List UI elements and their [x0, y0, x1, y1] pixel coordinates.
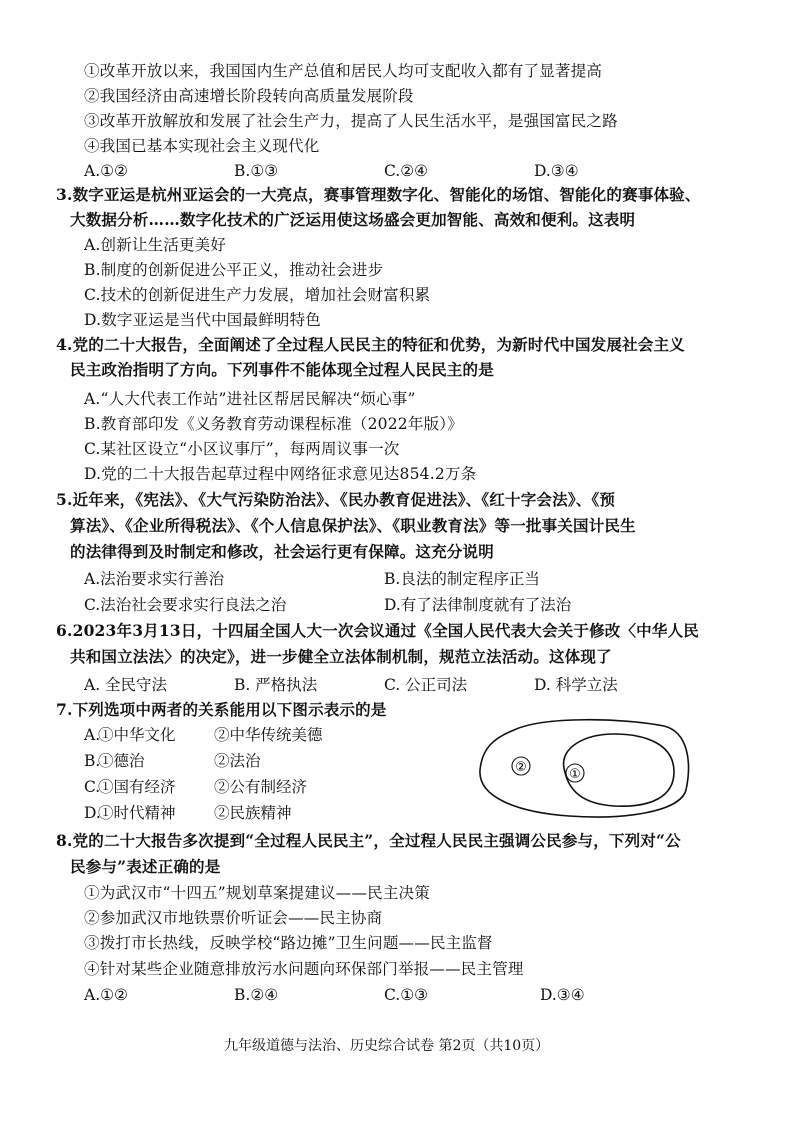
q3-option-c: C.技术的创新促进生产力发展，增加社会财富积累 — [84, 286, 431, 304]
q2-statement-4: ④我国已基本实现社会主义现代化 — [84, 137, 320, 155]
outer-shape — [480, 720, 689, 817]
q8-stem-line-2: 民参与”表述正确的是 — [70, 857, 221, 876]
q4-option-a: A.“人大代表工作站”进社区帮居民解决“烦心事” — [84, 390, 416, 408]
q5-stem-line-3: 的法律得到及时制定和修改，社会运行更有保障。这充分说明 — [70, 542, 494, 561]
q5-option-a: A.法治要求实行善治 — [84, 570, 225, 588]
q7-option-a-second: ②中华传统美德 — [214, 726, 323, 744]
q6-option-c: C. 公正司法 — [384, 676, 468, 694]
q6-option-b: B. 严格执法 — [234, 676, 318, 694]
q8-statement-4: ④针对某些企业随意排放污水问题向环保部门举报——民主管理 — [84, 960, 524, 978]
outer-label: ② — [515, 760, 527, 775]
q2-option-d: D.③④ — [534, 162, 579, 180]
q6-option-d: D. 科学立法 — [534, 676, 618, 694]
q5-stem-line-1: 5.近年来，《宪法》、《大气污染防治法》、《民办教育促进法》、《红十字会法》、《预 — [56, 490, 616, 509]
q7-option-a-letter: A. — [84, 726, 101, 744]
q4-option-b: B.教育部印发《义务教育劳动课程标准（2022年版）》 — [84, 415, 463, 433]
q2-statement-1: ①改革开放以来，我国国内生产总值和居民人均可支配收入都有了显著提高 — [84, 62, 603, 80]
q3-option-a: A.创新让生活更美好 — [84, 236, 227, 254]
q2-option-c: C.②④ — [384, 162, 429, 180]
q3-stem-line-1: 3.数字亚运是杭州亚运会的一大亮点，赛事管理数字化、智能化的场馆、智能化的赛事体验、 — [56, 185, 701, 204]
q7-option-c-letter: C. — [84, 778, 101, 796]
q3-stem-line-2: 大数据分析……数字化技术的广泛运用使这场盛会更加智能、高效和便利。这表明 — [70, 210, 636, 229]
q2-statement-2: ②我国经济由高速增长阶段转向高质量发展阶段 — [84, 87, 414, 105]
q7-option-c-first: ①国有经济 — [98, 778, 176, 796]
q6-stem-line-2: 共和国立法法〉的决定》，进一步健全立法体制机制，规范立法活动。这体现了 — [70, 647, 612, 666]
q2-option-a: A.①② — [84, 162, 128, 180]
q8-option-d: D.③④ — [540, 986, 585, 1004]
q8-statement-2: ②参加武汉市地铁票价听证会——民主协商 — [84, 909, 383, 927]
q6-stem-line-1: 6.2023年3月13日，十四届全国人大一次会议通过《全国人民代表大会关于修改〈中华人民 — [56, 621, 699, 640]
q2-option-b: B.①③ — [234, 162, 279, 180]
q8-statement-1: ①为武汉市“十四五”规划草案提建议——民主决策 — [84, 884, 430, 902]
q4-option-d: D.党的二十大报告起草过程中网络征求意见达854.2万条 — [84, 465, 477, 483]
q7-option-d-letter: D. — [84, 804, 101, 822]
q8-option-c: C.①③ — [384, 986, 429, 1004]
q7-option-d-first: ①时代精神 — [98, 804, 176, 822]
q5-stem-line-2: 算法》、《企业所得税法》、《个人信息保护法》、《职业教育法》等一批事关国计民生 — [70, 516, 636, 535]
q7-option-c-second: ②公有制经济 — [214, 778, 308, 796]
q8-stem-line-1: 8.党的二十大报告多次提到“全过程人民民主”，全过程人民民主强调公民参与，下列对“公 — [56, 831, 681, 850]
q5-option-c: C.法治社会要求实行良法之治 — [84, 596, 287, 614]
q7-option-b-second: ②法治 — [214, 752, 261, 770]
q3-option-d: D.数字亚运是当代中国最鲜明特色 — [84, 311, 322, 329]
q8-option-a: A.①② — [84, 986, 128, 1004]
page-footer: 九年级道德与法治、历史综合试卷 第2页（共10页） — [224, 1038, 550, 1054]
q7-option-d-second: ②民族精神 — [214, 804, 292, 822]
q8-option-b: B.②④ — [234, 986, 279, 1004]
q2-statement-3: ③改革开放解放和发展了社会生产力，提高了人民生活水平，是强国富民之路 — [84, 112, 618, 130]
q7-option-b-letter: B. — [84, 752, 101, 770]
q7-stem: 7.下列选项中两者的关系能用以下图示表示的是 — [56, 700, 387, 719]
q4-stem-line-2: 民主政治指明了方向。下列事件不能体现全过程人民民主的是 — [70, 360, 494, 379]
inner-label: ① — [569, 767, 581, 782]
q4-option-c: C.某社区设立“小区议事厅”，每两周议事一次 — [84, 440, 400, 458]
q3-option-b: B.制度的创新促进公平正义，推动社会进步 — [84, 261, 384, 279]
q7-option-b-first: ①德治 — [98, 752, 145, 770]
q7-option-a-first: ①中华文化 — [98, 726, 176, 744]
q6-option-a: A. 全民守法 — [84, 676, 168, 694]
q5-option-d: D.有了法律制度就有了法治 — [384, 596, 572, 614]
q8-statement-3: ③拨打市长热线，反映学校“路边摊”卫生问题——民主监督 — [84, 934, 493, 952]
q4-stem-line-1: 4.党的二十大报告，全面阐述了全过程人民民主的特征和优势，为新时代中国发展社会主义 — [56, 335, 685, 354]
q7-relationship-diagram — [474, 712, 694, 822]
q5-option-b: B.良法的制定程序正当 — [384, 570, 540, 588]
